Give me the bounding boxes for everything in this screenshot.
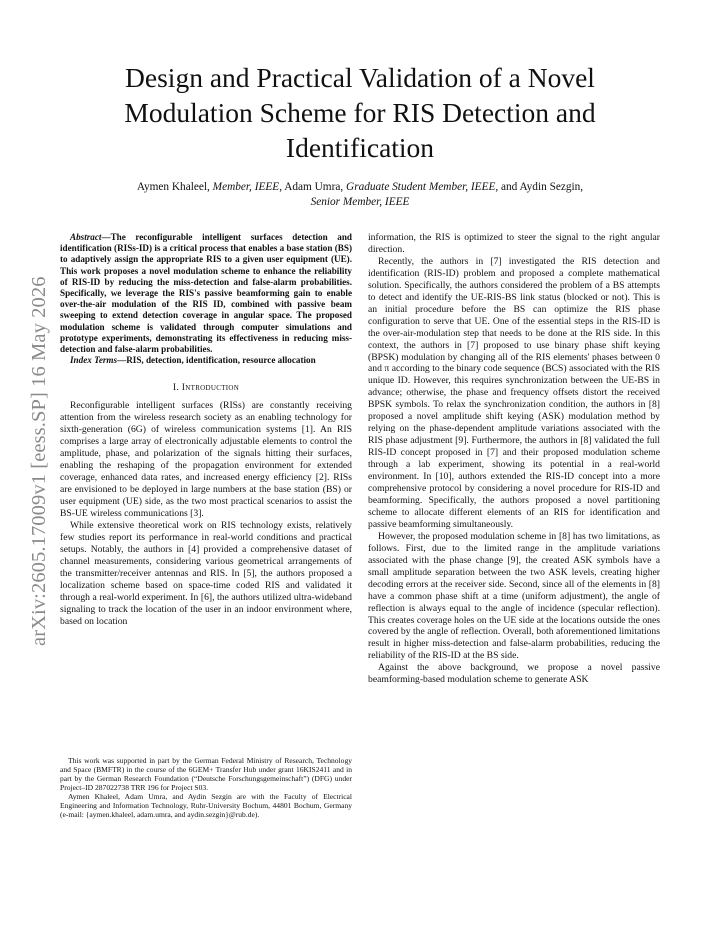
author-name: , and Aydin Sezgin, xyxy=(495,181,584,193)
author-list xyxy=(60,180,660,210)
body-paragraph: However, the proposed modulation scheme in [8] has two limitations, as follows. First, due to the limited range in the amplitude variations associated with the phase change [9], the created ASK symbols have a small amplitude separation between the two ASK levels, creating higher decoding errors at the receiver side. Second, since all of the elements in [8] have a common phase shift at a time (uniform adjustment), the angle of reflection is always equal to the angle of incidence (specular reflection). This creates coverage holes on the UE side at the locations outside the ones covered by the angle of reflection. Overall, both aforementioned limitations result in higher miss-detection and false-alarm probabilities, reducing the reliability of the RIS-ID at the BS side. xyxy=(368,530,660,662)
body-paragraph: Against the above background, we propose a novel passive beamforming-based modulation scheme to generate ASK xyxy=(368,662,660,686)
body-paragraph: Recently, the authors in [7] investigated the RIS detection and identification (RIS-ID) problem and proposed a complete mathematical solution. Specifically, the authors considered the problem of a BS attempts to detect and identify the UE-RIS-BS link status (blocked or not). This is an initial procedure before the BS can optimize the RIS phase configuration to serve that UE. One of the essential steps in the RIS-ID is the over-air-modulation step that needs to be done at the RIS side. In this context, the authors in [7] proposed to use binary phase shift keying (BPSK) modulation by changing all of the RIS elements' phases between 0 and π according to the binary code sequence (BCS) associated with the RIS unique ID. However, this requires synchronization between the UE-BS in advance; otherwise, the phase and frequency offsets distort the received BPSK symbols. To relax the synchronization condition, the authors in [8] proposed a novel amplitude shift keying (ASK) modulation method by relying on the phase-dependent amplitude variations associated with the RIS phase adjustment [9]. Furthermore, the authors in [8] validated the full RIS-ID concept proposed in [7] and their proposed modulation scheme through a lab experiment, showing its potential in a real-world environment. In [10], authors extended the RIS-ID concept into a more comprehensive protocol by considering a novel procedure for RIS-ID and beamforming. Specifically, the authors proposed a novel partitioning scheme to allocate different elements of an RIS for identification and passive beamforming simultaneously. xyxy=(368,255,660,530)
left-column xyxy=(60,232,352,628)
paper-title: Design and Practical Validation of a Novel Modulation Scheme for RIS Detection and Identification xyxy=(124,62,596,163)
abstract-text: —The reconfigurable intelligent surfaces detection and identification (RISs-ID) is a critical process that enables a base station (BS) to adaptively assign the appropriate RIS to a given user equipment (UE). This work proposes a novel modulation scheme to enhance the reliability of RIS-ID by reducing the miss-detection and false-alarm probabilities. Specifically, we leverage the RIS's passive beamforming gain to enable over-the-air modulation of the RIS ID, combined with passive beam sweeping to extend detection coverage in angular space. The proposed modulation scheme is validated through computer simulations and prototype experiments, demonstrating its effectiveness in reducing miss-detection and false-alarm probabilities. xyxy=(60,232,352,355)
index-terms-text: —RIS, detection, identification, resource allocation xyxy=(117,355,316,366)
author-affiliation-role: Senior Member, IEEE xyxy=(310,196,410,208)
author-name: Aymen Khaleel, xyxy=(136,181,210,193)
body-paragraph: information, the RIS is optimized to steer the signal to the right angular direction. xyxy=(368,232,660,255)
index-terms-label: Index Terms xyxy=(70,355,118,366)
body-paragraph: While extensive theoretical work on RIS technology exists, relatively few studies report its performance in real-world conditions and practical setups. Notably, the authors in [4] provided a comprehensive dataset of channel measurements, considering various geometrical arrangements of the transmitter/receiver antennas and RIS. In [5], the authors proposed a localization scheme based on space-time coded RIS and validated it through a real-world experiment. In [6], the authors utilized ultra-wideband signaling to track the location of the user in an indoor environment where, based on location xyxy=(60,519,352,627)
author-name: , Adam Umra, xyxy=(279,181,344,193)
right-column xyxy=(368,232,660,686)
section-title: Introduction xyxy=(181,382,240,394)
section-heading xyxy=(60,382,352,394)
abstract-label: Abstract xyxy=(70,232,102,242)
affiliation-footnote: Aymen Khaleel, Adam Umra, and Aydin Sezgin are with the Faculty of Electrical Engineering and Information Technology, Ruhr-University Bochum, 44801 Bochum, Germany (e-mail: {aymen.khaleel, adam.umra, and aydin.sezgin}@rub.de). xyxy=(60,792,352,819)
author-affiliation-role: Member, IEEE xyxy=(212,181,280,193)
arxiv-identifier[interactable]: arXiv:2605.17009v1 [eess.SP] 16 May 2026 xyxy=(28,276,50,646)
arxiv-stamp xyxy=(8,246,48,646)
abstract xyxy=(60,232,352,355)
footnotes xyxy=(60,756,352,819)
funding-footnote: This work was supported in part by the German Federal Ministry of Research, Technology and Space (BMFTR) in the course of the 6GEM+ Transfer Hub under grant 16KIS2411 and in part by the German Research Foundation (“Deutsche Forschungsgemeinschaft”) (DFG) under Project–ID 287022738 TRR 196 for Project S03. xyxy=(60,756,352,792)
section-numeral: I. xyxy=(172,382,182,394)
author-affiliation-role: Graduate Student Member, IEEE xyxy=(346,181,496,193)
index-terms xyxy=(60,355,352,366)
body-paragraph: Reconfigurable intelligent surfaces (RISs) are constantly receiving attention from the wireless research society as an enabling technology for sixth-generation (6G) of wireless communication systems [1]. An RIS comprises a large array of electronically adjustable elements to control the amplitude, phase, and polarization of the signals hitting their surfaces, enabling the reshaping of the propagation environment for extended coverage, enhanced data rates, and increased energy efficiency [2]. RISs are envisioned to be deployed in large numbers at the base station (BS) or user equipment (UE) side, as the two most practical scenarios to assist the BS-UE wireless communications [3]. xyxy=(60,400,352,519)
